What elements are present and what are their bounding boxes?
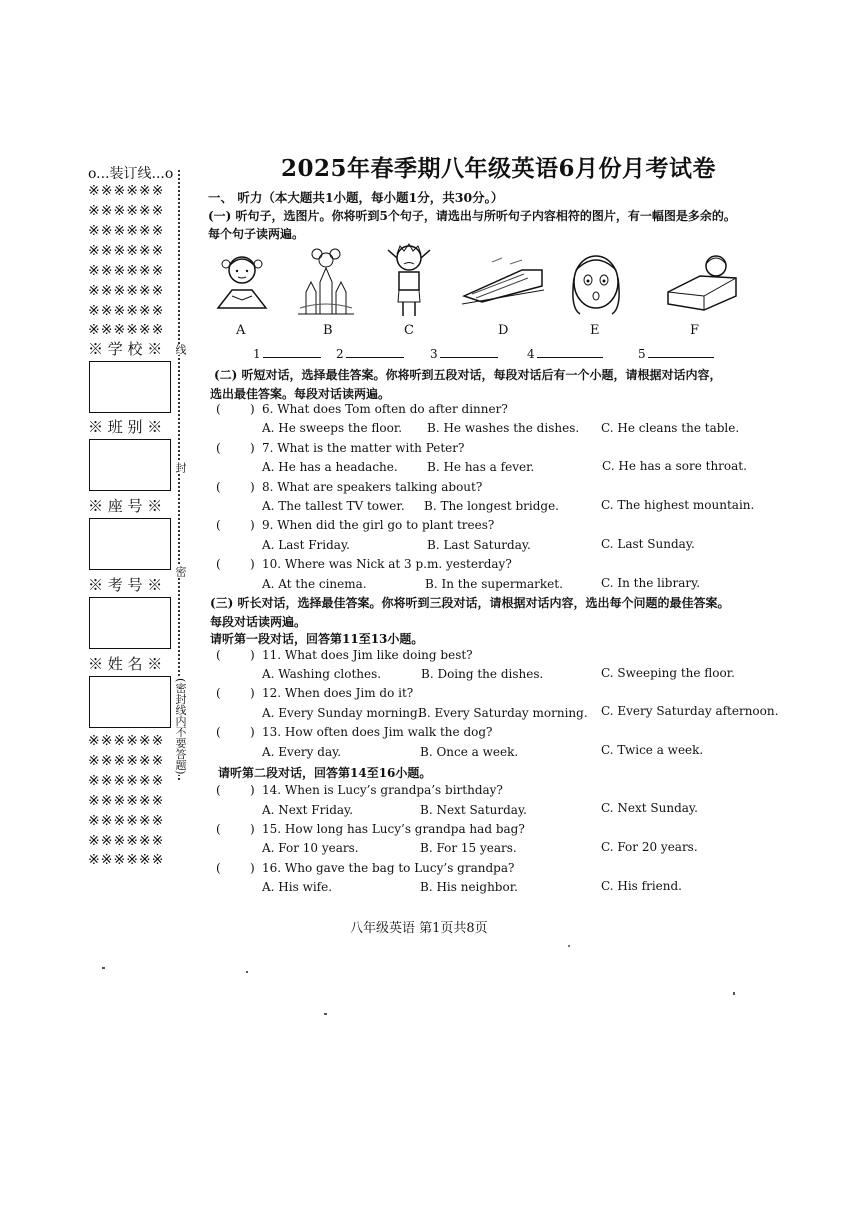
question-text: 8. What are speakers talking about?: [262, 480, 483, 494]
picture-b-castle: [296, 248, 356, 316]
question-text: 14. When is Lucy’s grandpa’s birthday?: [262, 783, 503, 797]
option-b: B. Last Saturday.: [427, 538, 531, 552]
dialog-heading: 请听第一段对话，回答第11至13小题。: [210, 632, 424, 646]
star-row: ※※※※※※: [88, 183, 165, 199]
binding-line-label: o...装订线...o: [88, 166, 174, 182]
scan-speck: [246, 971, 248, 973]
part1-heading: (一) 听句子，选图片。你将听到5个句子，请选出与所听句子内容相符的图片，有一幅图是多余的。: [208, 209, 736, 223]
seat-label: ※ 座 号 ※: [88, 497, 163, 515]
option-c: C. He has a sore throat.: [602, 459, 747, 473]
answer-paren-close: ): [250, 686, 255, 700]
exam-number-label: ※ 考 号 ※: [88, 576, 163, 594]
option-c: C. His friend.: [601, 879, 682, 893]
picture-label: B: [323, 323, 333, 338]
answer-paren-close: ): [250, 441, 255, 455]
star-row: ※※※※※※: [88, 733, 165, 749]
option-b: B. His neighbor.: [420, 880, 518, 894]
answer-paren-close: ): [250, 648, 255, 662]
option-a: A. For 10 years.: [262, 841, 359, 855]
name-field[interactable]: [89, 676, 171, 728]
answer-paren-close: ): [250, 822, 255, 836]
star-row: ※※※※※※: [88, 793, 165, 809]
answer-blank[interactable]: 3: [430, 347, 498, 361]
question-text: 13. How often does Jim walk the dog?: [262, 725, 493, 739]
option-a: A. Washing clothes.: [262, 667, 382, 681]
star-row: ※※※※※※: [88, 303, 165, 319]
seal-mark-seal: 封: [174, 462, 187, 473]
class-label: ※ 班 别 ※: [88, 418, 163, 436]
picture-d-train: [462, 256, 544, 306]
answer-paren-close: ): [250, 480, 255, 494]
scan-speck: [733, 992, 735, 995]
school-label: ※ 学 校 ※: [88, 340, 163, 358]
option-b: B. He has a fever.: [427, 460, 535, 474]
class-field[interactable]: [89, 439, 171, 491]
answer-blank[interactable]: 5: [638, 347, 714, 361]
star-row: ※※※※※※: [88, 322, 165, 338]
picture-label: C: [404, 323, 414, 338]
question-text: 7. What is the matter with Peter?: [262, 441, 465, 455]
option-a: A. Every day.: [262, 745, 342, 759]
star-row: ※※※※※※: [88, 813, 165, 829]
option-b: B. For 15 years.: [420, 841, 517, 855]
answer-paren-open[interactable]: (: [216, 518, 221, 532]
part2-heading: 选出最佳答案。每段对话读两遍。: [210, 387, 391, 401]
answer-paren-close: ): [250, 861, 255, 875]
star-row: ※※※※※※: [88, 773, 165, 789]
picture-label: F: [690, 323, 700, 338]
answer-paren-close: ): [250, 783, 255, 797]
picture-a-girl-reading: [214, 252, 270, 314]
option-a: A. He sweeps the floor.: [262, 421, 403, 435]
dialog-heading: 请听第二段对话，回答第14至16小题。: [218, 766, 432, 780]
answer-paren-open[interactable]: (: [216, 686, 221, 700]
option-b: B. Once a week.: [420, 745, 519, 759]
exam-number-field[interactable]: [89, 597, 171, 649]
picture-label: A: [236, 323, 246, 338]
answer-paren-close: ): [250, 725, 255, 739]
option-a: A. His wife.: [262, 880, 333, 894]
seat-field[interactable]: [89, 518, 171, 570]
option-c: C. Last Sunday.: [601, 537, 695, 551]
option-c: C. In the library.: [601, 576, 701, 590]
picture-e-surprised-girl: [564, 248, 628, 316]
option-a: A. Last Friday.: [262, 538, 350, 552]
question-text: 6. What does Tom often do after dinner?: [262, 402, 508, 416]
option-b: B. The longest bridge.: [424, 499, 559, 513]
option-c: C. Next Sunday.: [601, 801, 698, 815]
star-row: ※※※※※※: [88, 243, 165, 259]
answer-paren-open[interactable]: (: [216, 441, 221, 455]
question-text: 15. How long has Lucy’s grandpa had bag?: [262, 822, 525, 836]
star-row: ※※※※※※: [88, 223, 165, 239]
option-a: A. Every Sunday morning.: [262, 706, 422, 720]
star-row: ※※※※※※: [88, 753, 165, 769]
option-a: A. Next Friday.: [262, 803, 354, 817]
option-b: B. He washes the dishes.: [427, 421, 580, 435]
picture-c-boy-headache: [384, 242, 434, 318]
name-label: ※ 姓 名 ※: [88, 655, 163, 673]
option-c: C. For 20 years.: [601, 840, 698, 854]
option-c: C. He cleans the table.: [601, 421, 740, 435]
star-row: ※※※※※※: [88, 283, 165, 299]
part1-heading: 每个句子读两遍。: [208, 227, 305, 241]
question-text: 9. When did the girl go to plant trees?: [262, 518, 495, 532]
question-text: 16. Who gave the bag to Lucy’s grandpa?: [262, 861, 515, 875]
answer-paren-open[interactable]: (: [216, 783, 221, 797]
section-heading: 一、 听力（本大题共1小题，每小题1分，共30分。）: [208, 190, 504, 205]
question-text: 11. What does Jim like doing best?: [262, 648, 473, 662]
answer-paren-open[interactable]: (: [216, 648, 221, 662]
picture-f-child-in-bed: [664, 252, 740, 314]
page-footer: 八年级英语 第1页共8页: [350, 921, 488, 936]
answer-paren-close: ): [250, 402, 255, 416]
option-c: C. Twice a week.: [601, 743, 704, 757]
seal-mark-secret: 密: [174, 566, 187, 577]
question-text: 10. Where was Nick at 3 p.m. yesterday?: [262, 557, 512, 571]
option-a: A. He has a headache.: [262, 460, 398, 474]
option-b: B. In the supermarket.: [425, 577, 563, 591]
option-c: C. Sweeping the floor.: [601, 666, 735, 680]
option-c: C. Every Saturday afternoon.: [601, 704, 779, 718]
star-row: ※※※※※※: [88, 203, 165, 219]
answer-paren-close: ): [250, 518, 255, 532]
option-b: B. Next Saturday.: [420, 803, 527, 817]
answer-blank[interactable]: 2: [336, 347, 404, 361]
option-c: C. The highest mountain.: [601, 498, 755, 512]
answer-paren-open[interactable]: (: [216, 861, 221, 875]
answer-paren-open[interactable]: (: [216, 480, 221, 494]
option-b: B. Every Saturday morning.: [418, 706, 588, 720]
option-a: A. At the cinema.: [262, 577, 367, 591]
answer-blank[interactable]: 1: [253, 347, 321, 361]
question-text: 12. When does Jim do it?: [262, 686, 414, 700]
seal-notice: (密封线内不要答题): [174, 678, 187, 775]
part3-heading: (三) 听长对话，选择最佳答案。你将听到三段对话，请根据对话内容，选出每个问题的最佳答案。: [210, 596, 730, 610]
school-field[interactable]: [89, 361, 171, 413]
scan-speck: [568, 945, 570, 947]
picture-label: D: [498, 323, 509, 338]
answer-paren-open[interactable]: (: [216, 725, 221, 739]
option-a: A. The tallest TV tower.: [262, 499, 405, 513]
scan-speck: [102, 967, 105, 969]
star-row: ※※※※※※: [88, 833, 165, 849]
scan-speck: [324, 1013, 327, 1015]
seal-mark-line: 线: [174, 344, 187, 355]
part2-heading: (二) 听短对话，选择最佳答案。你将听到五段对话，每段对话后有一个小题，请根据对话内容，: [214, 368, 722, 382]
answer-paren-open[interactable]: (: [216, 557, 221, 571]
picture-label: E: [590, 323, 600, 338]
part3-heading: 每段对话读两遍。: [210, 615, 307, 629]
answer-blank[interactable]: 4: [527, 347, 603, 361]
star-row: ※※※※※※: [88, 263, 165, 279]
option-b: B. Doing the dishes.: [421, 667, 544, 681]
answer-paren-close: ): [250, 557, 255, 571]
star-row: ※※※※※※: [88, 852, 165, 868]
answer-paren-open[interactable]: (: [216, 402, 221, 416]
page-title: 2025年春季期八年级英语6月份月考试卷: [281, 155, 717, 182]
answer-paren-open[interactable]: (: [216, 822, 221, 836]
